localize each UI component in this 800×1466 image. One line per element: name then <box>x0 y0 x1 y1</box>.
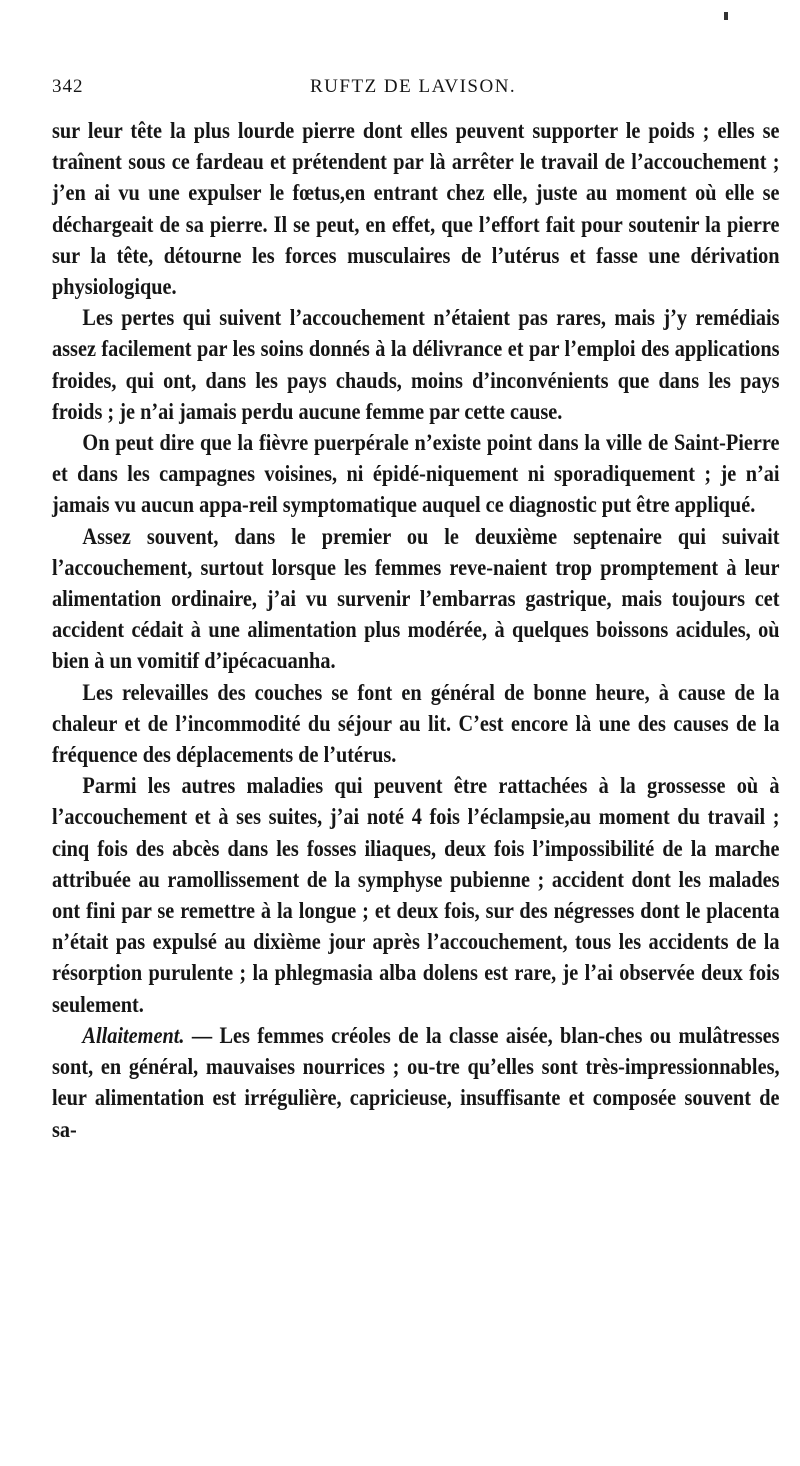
paragraph-4: Assez souvent, dans le premier ou le deuxième septenaire qui suivait l’accouchement, surtout lorsque les femmes reve-naient trop promptement à leur alimentation ordinaire, j’ai vu survenir l’embarras gastrique, mais toujours cet accident cédait à une alimentation plus modérée, à quelques boissons acidules, où bien à un vomitif d’ipécacuanha. <box>52 523 780 675</box>
page-number: 342 <box>52 76 84 97</box>
paragraph-allaitement <box>52 1021 780 1146</box>
body-text <box>52 116 780 1146</box>
paragraph-5: Les relevailles des couches se font en général de bonne heure, à cause de la chaleur et de l’incommodité du séjour au lit. C’est encore là une des causes de la fréquence des déplacements de l’utérus. <box>52 679 780 769</box>
book-page <box>52 70 780 1146</box>
paragraph-3: On peut dire que la fièvre puerpérale n’existe point dans la ville de Saint-Pierre et dans les campagnes voisines, ni épidé-niquement ni sporadiquement ; je n’ai jamais vu aucun appa-reil symptomatique auquel ce diagnostic put être appliqué. <box>52 430 780 519</box>
stray-ink-mark <box>724 12 728 20</box>
paragraph-1: sur leur tête la plus lourde pierre dont elles peuvent supporter le poids ; elles se traînent sous ce fardeau et prétendent par là arrêter le travail de l’accouchement ; j’en ai vu une expulser le fœtus,en entrant chez elle, juste au moment où elle se déchargeait de sa pierre. Il se peut, en effet, que l’effort fait pour soutenir la pierre sur la tête, détourne les forces musculaires de l’utérus et fasse une dérivation physiologique. <box>52 118 780 301</box>
paragraph-6: Parmi les autres maladies qui peuvent être rattachées à la grossesse où à l’accouchement et à ses suites, j’ai noté 4 fois l’éclampsie,au moment du travail ; cinq fois des abcès dans les fosses iliaques, deux fois l’impossibilité de la marche attribuée au ramollissement de la symphyse pubienne ; accident dont les malades ont fini par se remettre à la longue ; et deux fois, sur des négresses dont le placenta n’était pas expulsé au dixième jour après l’accouchement, tous les accidents de la résorption purulente ; la phlegmasia alba dolens est rare, je l’ai observée deux fois seulement. <box>52 773 780 1018</box>
paragraph-allaitement-text: — Les femmes créoles de la classe aisée, blan-ches ou mulâtresses sont, en général, mauvaises nourrices ; ou-tre qu’elles sont très-impressionnables, leur alimentation est irrégulière, capricieuse, insuffisante et composée souvent de sa- <box>52 1022 780 1143</box>
page-header <box>52 70 780 104</box>
running-head: RUFTZ DE LAVISON. <box>310 76 517 97</box>
section-title-allaitement: Allaitement. <box>82 1022 185 1049</box>
paragraph-2: Les pertes qui suivent l’accouchement n’étaient pas rares, mais j’y remédiais assez facilement par les soins donnés à la délivrance et par l’emploi des applications froides, qui ont, dans les pays chauds, moins d’inconvénients que dans les pays froids ; je n’ai jamais perdu aucune femme par cette cause. <box>52 305 780 425</box>
